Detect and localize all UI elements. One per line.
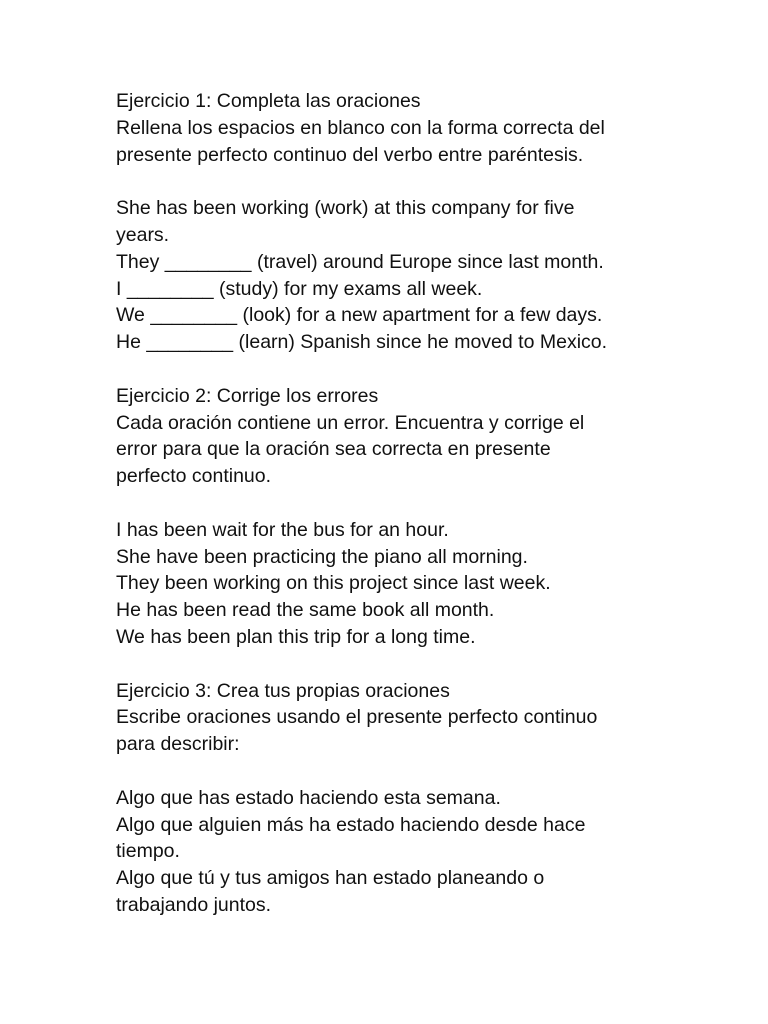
- exercise-3-prompt: trabajando juntos.: [116, 893, 272, 916]
- paragraph-spacer: [116, 168, 656, 195]
- exercise-1-sentence: I ________ (study) for my exams all week.: [116, 277, 483, 300]
- exercise-2-title: Ejercicio 2: Corrige los errores: [116, 384, 379, 407]
- exercise-2-instruction-line: perfecto continuo.: [116, 465, 272, 488]
- exercise-3-instruction-line: para describir:: [116, 733, 240, 756]
- document-page: [116, 88, 656, 919]
- exercise-3-prompt: Algo que tú y tus amigos han estado planeando o: [116, 867, 545, 890]
- exercise-2-sentence: We has been plan this trip for a long time.: [116, 625, 476, 648]
- exercise-3-prompt: Algo que alguien más ha estado haciendo desde hace: [116, 813, 586, 836]
- exercise-2-sentence: He has been read the same book all month.: [116, 599, 495, 622]
- exercise-1-sentence: We ________ (look) for a new apartment for a few days.: [116, 304, 603, 327]
- paragraph-spacer: [116, 356, 656, 383]
- exercise-1-title: Ejercicio 1: Completa las oraciones: [116, 90, 421, 112]
- exercise-2-instruction-line: error para que la oración sea correcta en presente: [116, 438, 551, 461]
- paragraph-spacer: [116, 758, 656, 785]
- exercise-1-sentence: years.: [116, 223, 170, 246]
- exercise-3-prompt: Algo que has estado haciendo esta semana.: [116, 786, 501, 809]
- exercise-1-instruction-line: Rellena los espacios en blanco con la forma correcta del: [116, 116, 605, 139]
- exercise-1-sentence: They ________ (travel) around Europe since last month.: [116, 250, 604, 273]
- paragraph-spacer: [116, 651, 656, 678]
- exercise-3-prompt: tiempo.: [116, 840, 180, 863]
- exercise-1-section: [116, 88, 656, 356]
- exercise-2-sentence: They been working on this project since last week.: [116, 572, 551, 595]
- exercise-2-sentence: She have been practicing the piano all morning.: [116, 545, 528, 568]
- exercise-2-sentence: I has been wait for the bus for an hour.: [116, 518, 449, 541]
- exercise-2-instruction-line: Cada oración contiene un error. Encuentra y corrige el: [116, 411, 585, 434]
- exercise-3-section: [116, 678, 656, 919]
- exercise-1-sentence: He ________ (learn) Spanish since he moved to Mexico.: [116, 331, 608, 354]
- paragraph-spacer: [116, 490, 656, 517]
- exercise-3-instruction-line: Escribe oraciones usando el presente perfecto continuo: [116, 706, 598, 729]
- exercise-3-title: Ejercicio 3: Crea tus propias oraciones: [116, 679, 450, 702]
- exercise-2-section: [116, 383, 656, 651]
- exercise-1-instruction-line: presente perfecto continuo del verbo entre paréntesis.: [116, 143, 584, 166]
- exercise-1-sentence: She has been working (work) at this company for five: [116, 197, 575, 220]
